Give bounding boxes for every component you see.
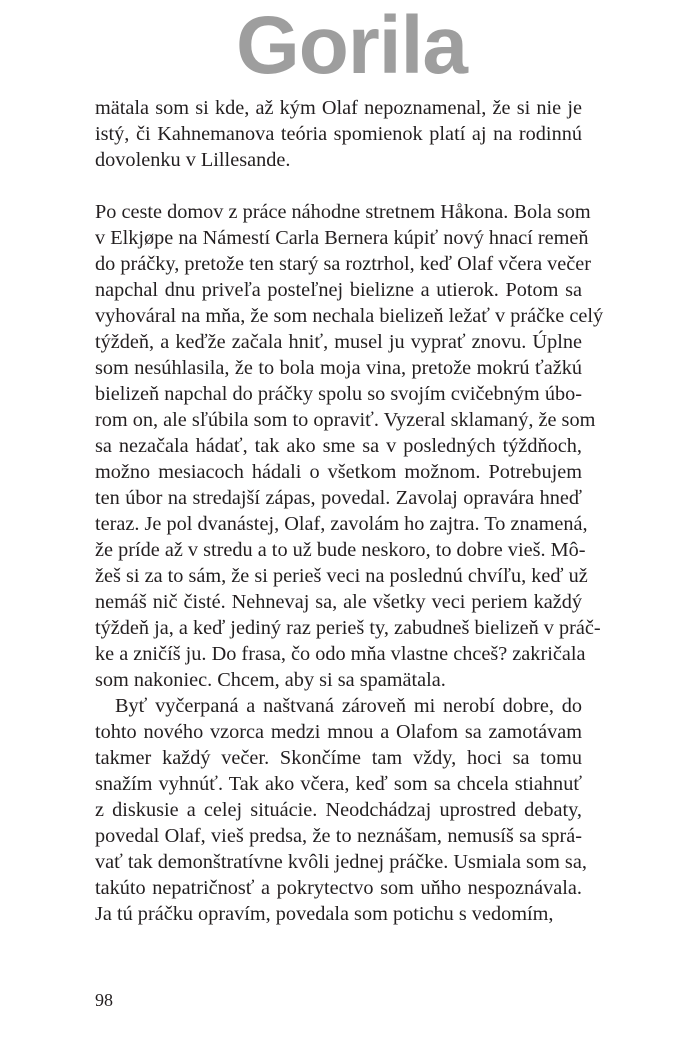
text-line: nemáš nič čisté. Nehnevaj sa, ale všetky veci periem každý: [95, 591, 582, 613]
publisher-watermark: Gorila: [236, 0, 467, 91]
text-line: napchal dnu priveľa posteľnej bielizne a utierok. Potom sa: [95, 279, 582, 301]
text-line: snažím vyhnúť. Tak ako včera, keď som sa chcela stiahnuť: [95, 773, 582, 795]
text-line: Po ceste domov z práce náhodne stretnem Håkona. Bola som: [95, 201, 591, 223]
text-line: vať tak demonštratívne kvôli jednej práčke. Usmiala som sa,: [95, 851, 587, 873]
text-line: že príde až v stredu a to už bude neskoro, to dobre vieš. Mô-: [95, 539, 586, 561]
text-line: istý, či Kahnemanova teória spomienok platí aj na rodinnú: [95, 123, 582, 145]
text-line: ten úbor na stredajší zápas, povedal. Zavolaj opravára hneď: [95, 487, 582, 509]
text-line: mätala som si kde, až kým Olaf nepoznamenal, že si nie je: [95, 97, 582, 119]
paragraph: [95, 693, 587, 927]
text-line: tohto nového vzorca medzi mnou a Olafom sa zamotávam: [95, 721, 582, 743]
text-line: možno mesiacoch hádali o všetkom možnom. Potrebujem: [95, 461, 582, 483]
text-line: do práčky, pretože ten starý sa roztrhol, keď Olaf včera večer: [95, 253, 592, 275]
text-line: teraz. Je pol dvanástej, Olaf, zavolám ho zajtra. To znamená,: [95, 513, 588, 535]
text-line: povedal Olaf, vieš predsa, že to neznášam, nemusíš sa sprá-: [95, 825, 582, 847]
text-line: som nesúhlasila, že to bola moja vina, pretože mokrú ťažkú: [95, 357, 582, 379]
text-line: týždeň, a keďže začala hniť, musel ju vyprať znovu. Úplne: [95, 331, 582, 353]
paragraph: [95, 199, 604, 693]
text-line: ke a zničíš ju. Do frasa, čo odo mňa vlastne chceš? zakričala: [95, 643, 586, 665]
page-number: 98: [95, 990, 113, 1010]
text-line: takmer každý večer. Skončíme tam vždy, hoci sa tomu: [95, 747, 582, 769]
text-line: sa nezačala hádať, tak ako sme sa v posledných týždňoch,: [95, 435, 582, 457]
text-line: rom on, ale sľúbila som to opraviť. Vyzeral sklamaný, že som: [95, 409, 596, 431]
text-line: Byť vyčerpaná a naštvaná zároveň mi nerobí dobre, do: [115, 695, 582, 717]
paragraph: [95, 95, 582, 173]
body-text: [95, 95, 604, 927]
text-line: z diskusie a celej situácie. Neodchádzaj uprostred debaty,: [95, 799, 582, 821]
text-line: v Elkjøpe na Námestí Carla Bernera kúpiť nový hnací remeň: [95, 227, 589, 249]
text-line: takúto nepatričnosť a pokrytectvo som uňho nespoznávala.: [95, 877, 582, 899]
text-line: bielizeň napchal do práčky spolu so svojím cvičebným úbo-: [95, 383, 582, 405]
text-line: som nakoniec. Chcem, aby si sa spamätala.: [95, 669, 446, 691]
text-line: Ja tú práčku opravím, povedala som potichu s vedomím,: [95, 903, 554, 925]
text-line: dovolenku v Lillesande.: [95, 149, 291, 171]
text-line: vyhováral na mňa, že som nechala bielizeň ležať v práčke celý: [95, 305, 604, 327]
text-line: týždeň ja, a keď jediný raz perieš ty, zabudneš bielizeň v práč-: [95, 617, 601, 639]
text-line: žeš si za to sám, že si perieš veci na poslednú chvíľu, keď už: [95, 565, 588, 587]
